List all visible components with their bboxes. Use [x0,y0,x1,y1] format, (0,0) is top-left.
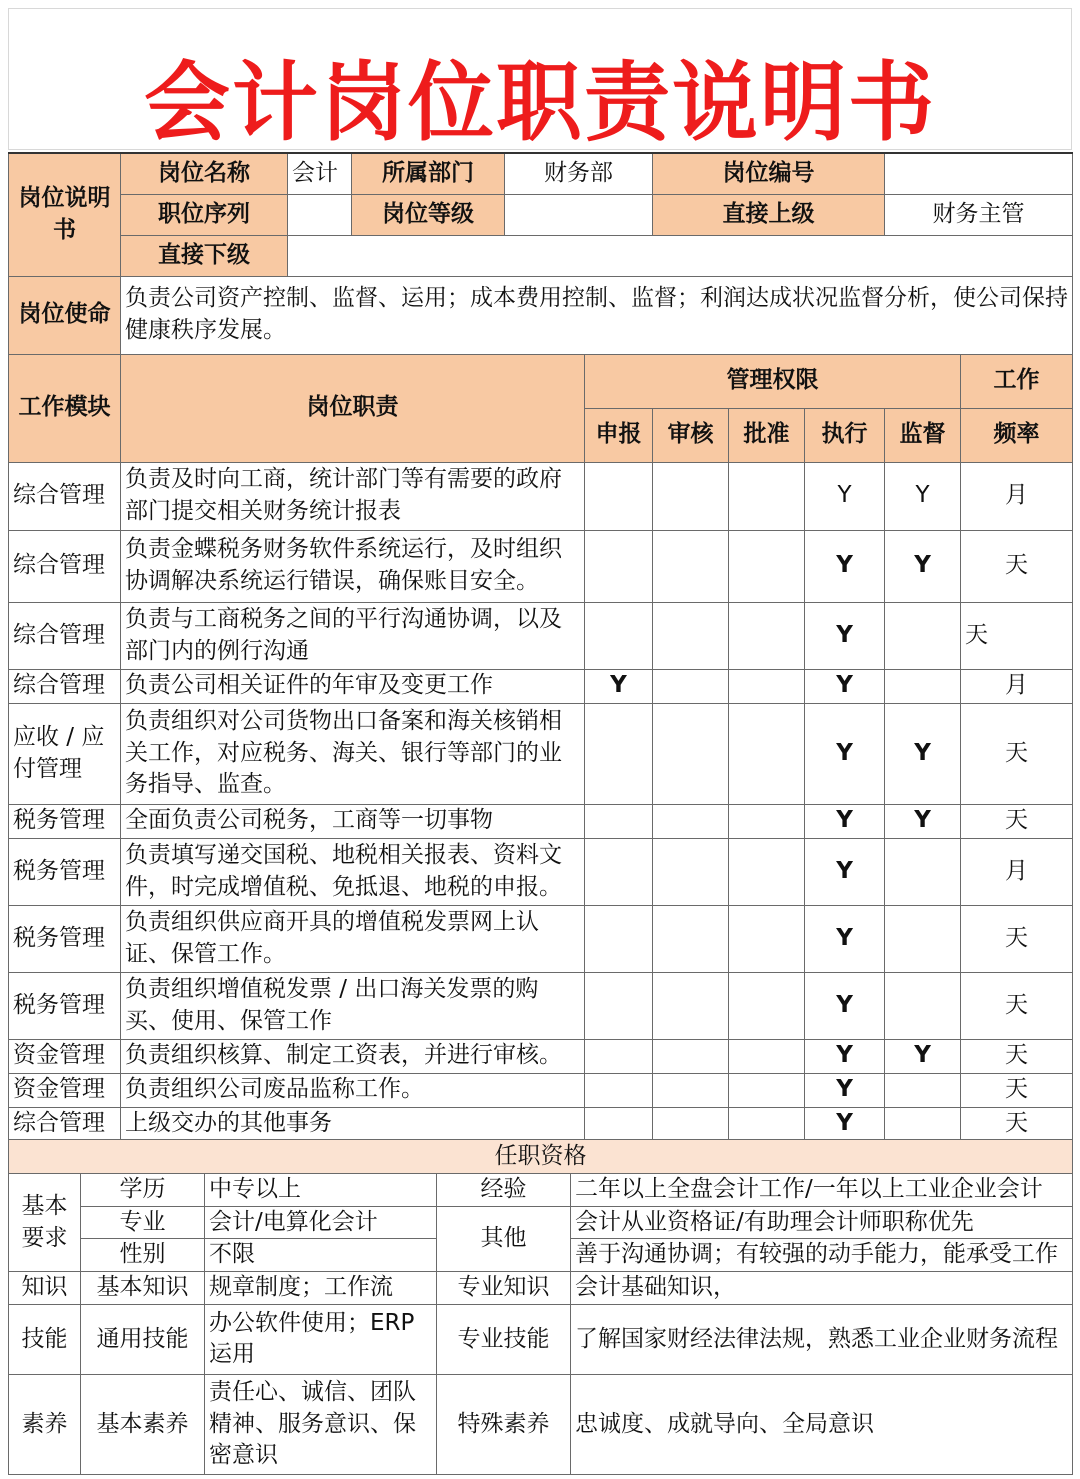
col-approve: 批准 [729,408,805,462]
freq-header-top: 工作 [961,354,1073,408]
row-review [653,1039,729,1073]
row-approve [729,905,805,972]
row-supervise [885,905,961,972]
row-freq: 天 [961,602,1073,669]
row-review [653,804,729,838]
row-duty: 负责组织供应商开具的增值税发票网上认证、保管工作。 [121,905,585,972]
row-declare [585,530,653,602]
row-execute: Y [805,972,885,1039]
row-module: 税务管理 [9,905,121,972]
row-declare [585,905,653,972]
skill-label: 技能 [9,1304,81,1374]
row-approve [729,530,805,602]
row-module: 资金管理 [9,1073,121,1107]
position-name-label: 岗位名称 [121,153,288,194]
superior-value: 财务主管 [885,194,1073,235]
row-freq: 天 [961,972,1073,1039]
qualification-title: 任职资格 [9,1140,1073,1174]
row-freq: 月 [961,462,1073,530]
row-duty: 负责组织核算、制定工资表，并进行审核。 [121,1039,585,1073]
row-module: 综合管理 [9,602,121,669]
row-supervise [885,1073,961,1107]
row-supervise: Y [885,530,961,602]
row-approve [729,1107,805,1141]
sequence-value [288,194,352,235]
duty-table [8,152,1073,1142]
quality-label: 素养 [9,1374,81,1474]
row-supervise: Y [885,462,961,530]
other-label: 其他 [437,1206,571,1271]
row-approve [729,602,805,669]
basic-knowledge-value: 规章制度；工作流 [205,1272,437,1305]
row-freq: 天 [961,1039,1073,1073]
grade-value [505,194,653,235]
row-duty: 负责组织公司废品监称工作。 [121,1073,585,1107]
col-supervise: 监督 [885,408,961,462]
row-supervise [885,602,961,669]
col-declare: 申报 [585,408,653,462]
pro-skill-value: 了解国家财经法律法规，熟悉工业企业财务流程 [571,1304,1073,1374]
row-module: 资金管理 [9,1039,121,1073]
row-declare [585,1107,653,1141]
basic-quality-label: 基本素养 [81,1374,205,1474]
row-review [653,703,729,804]
major-value: 会计/电算化会计 [205,1206,437,1239]
row-declare [585,972,653,1039]
knowledge-label: 知识 [9,1272,81,1305]
basic-knowledge-label: 基本知识 [81,1272,205,1305]
row-execute: Y [805,905,885,972]
row-review [653,530,729,602]
row-review [653,1073,729,1107]
position-no-value [885,153,1073,194]
document-title: 会计岗位职责说明书 [144,53,936,153]
row-duty: 负责组织增值税发票 / 出口海关发票的购买、使用、保管工作 [121,972,585,1039]
row-declare [585,804,653,838]
row-execute: Y [805,1073,885,1107]
major-label: 专业 [81,1206,205,1239]
row-review [653,972,729,1039]
row-module: 综合管理 [9,530,121,602]
mission-text: 负责公司资产控制、监督、运用；成本费用控制、监督；利润达成状况监督分析，使公司保持健康秩序发展。 [121,276,1073,354]
row-module: 综合管理 [9,462,121,530]
row-duty: 全面负责公司税务，工商等一切事物 [121,804,585,838]
row-execute: Y [805,462,885,530]
table-row [9,703,1073,804]
row-approve [729,462,805,530]
row-declare [585,602,653,669]
table-row [9,1107,1073,1141]
table-row [9,462,1073,530]
row-approve [729,1073,805,1107]
row-review [653,838,729,905]
row-execute: Y [805,669,885,703]
authority-header: 管理权限 [585,354,961,408]
row-freq: 天 [961,1073,1073,1107]
row-review [653,905,729,972]
row-declare [585,462,653,530]
row-supervise [885,1107,961,1141]
row-freq: 天 [961,804,1073,838]
general-skill-label: 通用技能 [81,1304,205,1374]
mission-label: 岗位使命 [9,276,121,354]
row-review [653,1107,729,1141]
row-freq: 天 [961,905,1073,972]
position-no-label: 岗位编号 [653,153,885,194]
row-module: 应收 / 应付管理 [9,703,121,804]
row-review [653,602,729,669]
row-module: 综合管理 [9,1107,121,1141]
row-execute: Y [805,838,885,905]
row-supervise: Y [885,703,961,804]
table-row [9,602,1073,669]
row-supervise [885,838,961,905]
education-label: 学历 [81,1174,205,1207]
gender-label: 性别 [81,1239,205,1272]
row-module: 税务管理 [9,972,121,1039]
row-supervise [885,972,961,1039]
row-duty: 上级交办的其他事务 [121,1107,585,1141]
col-execute: 执行 [805,408,885,462]
general-skill-value: 办公软件使用；ERP运用 [205,1304,437,1374]
subordinate-label: 直接下级 [121,235,288,276]
row-review [653,669,729,703]
row-execute: Y [805,703,885,804]
duty-header: 岗位职责 [121,354,585,462]
other-value-1: 会计从业资格证/有助理会计师职称优先 [571,1206,1073,1239]
pro-skill-label: 专业技能 [437,1304,571,1374]
row-freq: 天 [961,1107,1073,1141]
row-declare [585,1039,653,1073]
row-approve [729,972,805,1039]
table-row [9,838,1073,905]
department-label: 所属部门 [352,153,505,194]
row-approve [729,703,805,804]
education-value: 中专以上 [205,1174,437,1207]
section-label: 岗位说明书 [9,153,121,276]
row-declare [585,838,653,905]
department-value: 财务部 [505,153,653,194]
pro-knowledge-label: 专业知识 [437,1272,571,1305]
row-supervise: Y [885,1039,961,1073]
col-review: 审核 [653,408,729,462]
row-supervise [885,669,961,703]
special-quality-label: 特殊素养 [437,1374,571,1474]
table-row [9,530,1073,602]
experience-value: 二年以上全盘会计工作/一年以上工业企业会计 [571,1174,1073,1207]
row-duty: 负责填写递交国税、地税相关报表、资料文件，时完成增值税、免抵退、地税的申报。 [121,838,585,905]
row-declare [585,1073,653,1107]
table-row [9,905,1073,972]
module-header: 工作模块 [9,354,121,462]
row-freq: 天 [961,530,1073,602]
special-quality-value: 忠诚度、成就导向、全局意识 [571,1374,1073,1474]
row-execute: Y [805,1039,885,1073]
table-row [9,804,1073,838]
table-row [9,669,1073,703]
row-duty: 负责及时向工商，统计部门等有需要的政府部门提交相关财务统计报表 [121,462,585,530]
row-approve [729,804,805,838]
title-box [8,8,1072,153]
row-duty: 负责与工商税务之间的平行沟通协调，以及部门内的例行沟通 [121,602,585,669]
basic-quality-value: 责任心、诚信、团队精神、服务意识、保密意识 [205,1374,437,1474]
grade-label: 岗位等级 [352,194,505,235]
row-module: 综合管理 [9,669,121,703]
subordinate-value [288,235,1073,276]
row-duty: 负责公司相关证件的年审及变更工作 [121,669,585,703]
row-execute: Y [805,804,885,838]
other-value-2: 善于沟通协调；有较强的动手能力，能承受工作 [571,1239,1073,1272]
row-approve [729,1039,805,1073]
row-module: 税务管理 [9,804,121,838]
row-approve [729,838,805,905]
row-declare: Y [585,669,653,703]
freq-header-bottom: 频率 [961,408,1073,462]
superior-label: 直接上级 [653,194,885,235]
basic-requirements-label: 基本要求 [9,1174,81,1272]
row-declare [585,703,653,804]
row-approve [729,669,805,703]
row-module: 税务管理 [9,838,121,905]
table-row [9,972,1073,1039]
position-name-value: 会计 [288,153,352,194]
row-execute: Y [805,1107,885,1141]
experience-label: 经验 [437,1174,571,1207]
row-freq: 月 [961,669,1073,703]
gender-value: 不限 [205,1239,437,1272]
row-freq: 天 [961,703,1073,804]
row-execute: Y [805,530,885,602]
row-freq: 月 [961,838,1073,905]
qualification-table [8,1139,1073,1475]
table-row [9,1073,1073,1107]
row-duty: 负责金蝶税务财务软件系统运行，及时组织协调解决系统运行错误，确保账目安全。 [121,530,585,602]
row-supervise: Y [885,804,961,838]
row-execute: Y [805,602,885,669]
row-duty: 负责组织对公司货物出口备案和海关核销相关工作，对应税务、海关、银行等部门的业务指导、监查。 [121,703,585,804]
table-row [9,1039,1073,1073]
row-review [653,462,729,530]
pro-knowledge-value: 会计基础知识， [571,1272,1073,1305]
sequence-label: 职位序列 [121,194,288,235]
